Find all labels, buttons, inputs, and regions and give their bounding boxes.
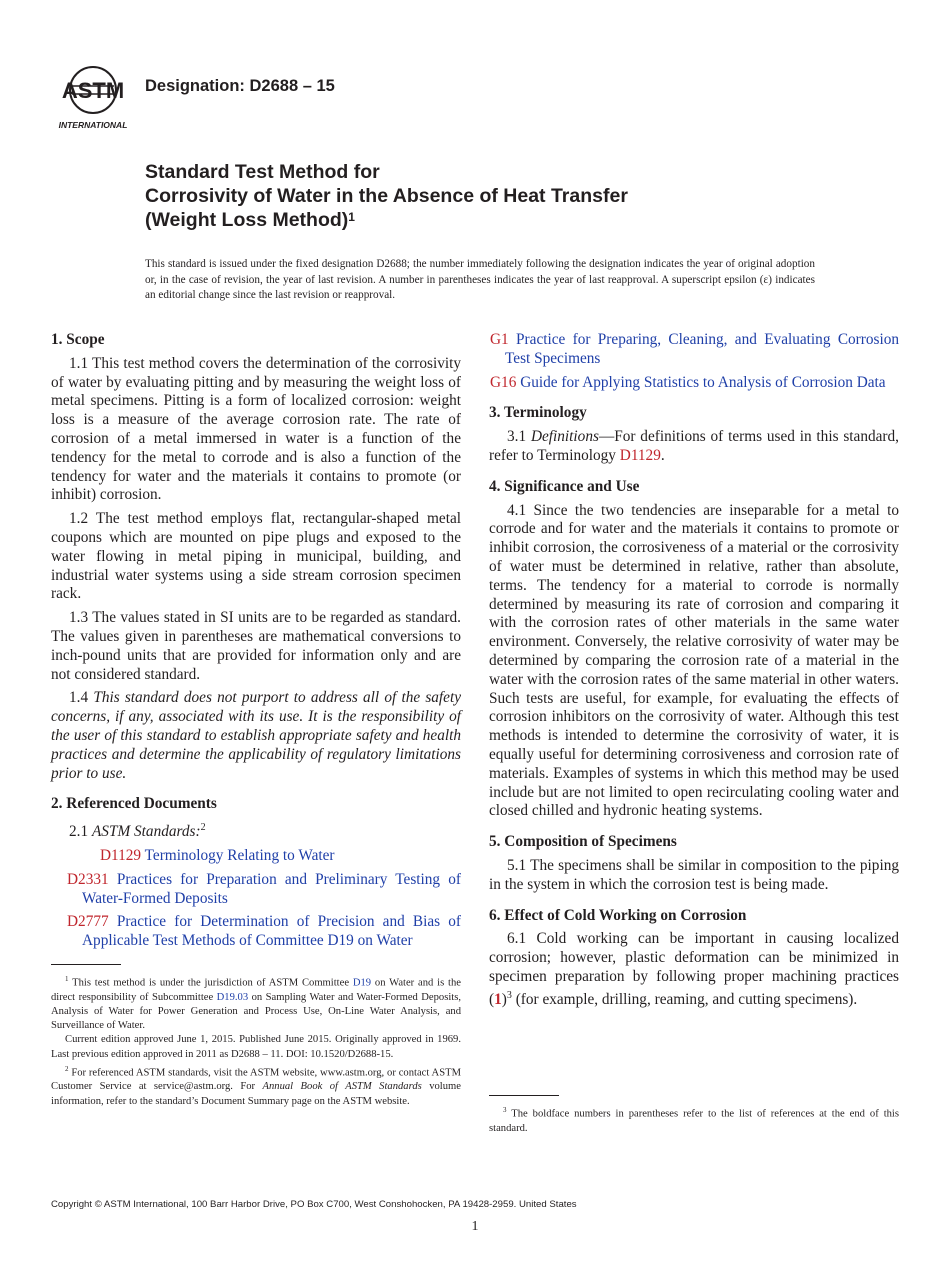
title-line-1: Standard Test Method for — [145, 161, 380, 183]
section-heading-cold-working: 6. Effect of Cold Working on Corrosion — [489, 906, 747, 924]
reference-link[interactable]: G1 Practice for Preparing, Cleaning, and Evaluating Corrosion Test Specimens — [490, 331, 900, 367]
footnote-2: $^2$ For referenced ASTM standards, visit the ASTM website, www.astm.org, or contact ASTM Customer Service at service@astm.org. For Annual Book of ASTM Standards volume information, refer to the standard’s Document Summary page on the ASTM website. — [51, 1064, 461, 1107]
paragraph-1-1: 1.1 This test method covers the determination of the corrosivity of water by evaluating pitting and by measuring the weight loss of metal specimens. Pitting is a form of localized corrosion: weight loss is a measure of the average corrosion rate. The rate of corrosion of a metal immersed in water is a function of the tendency for the metal to corrode and is also a function of the tendency for water and the materials it contains to promote (or inhibit) corrosion. — [51, 354, 461, 504]
section-heading-composition: 5. Composition of Specimens — [489, 833, 677, 851]
section-heading-significance: 4. Significance and Use — [489, 477, 640, 495]
astm-logo — [50, 62, 136, 132]
paragraph-1-4: 1.4 This standard does not purport to address all of the safety concerns, if any, associated with its use. It is the responsibility of the user of this standard to establish appropriate safety and health practices and determine the applicability of regulatory limitations prior to use. — [51, 689, 461, 782]
section-heading-scope: 1. Scope — [51, 331, 105, 348]
paragraph-5-1: 5.1 The specimens shall be similar in composition to the piping in the system in which the corrosion test is being made. — [489, 856, 899, 893]
copyright-notice: Copyright © ASTM International, 100 Barr Harbor Drive, PO Box C700, West Conshohocken, PA 19428-2959. United States — [51, 1199, 577, 1210]
document-title — [145, 160, 845, 232]
footnote-rule — [489, 1095, 559, 1096]
committee-link[interactable]: D19 — [352, 977, 372, 989]
reference-link[interactable]: G16 Guide for Applying Statistics to Analysis of Corrosion Data — [490, 373, 886, 391]
footnote-rule — [51, 964, 121, 965]
title-line-2: Corrosivity of Water in the Absence of Heat Transfer — [145, 185, 628, 207]
paragraph-1-3: 1.3 The values stated in SI units are to be regarded as standard. The values given in parentheses are mathematical conversions to inch-pound units that are provided for information only and are not considered standard. — [51, 609, 461, 683]
footnotes-left — [51, 972, 461, 1109]
svg-text:ASTM: ASTM — [61, 78, 125, 103]
footnote-3: $^3$ The boldface numbers in parentheses refer to the list of references at the end of this standard. — [489, 1106, 899, 1134]
title-footnote-marker: 1 — [348, 210, 355, 224]
reference-link[interactable]: D2777 Practice for Determination of Precision and Bias of Applicable Test Methods of Committee D19 on Water — [67, 913, 461, 950]
paragraph-2-1: 2.1 ASTM Standards:$^2$ — [69, 822, 206, 841]
paragraph-4-1: 4.1 Since the two tendencies are inseparable for a metal to corrode and for water and the materials it contains to promote or inhibit corrosion, the corrosiveness of a material or the corrosivity of water must be determined in relative, rather than absolute, terms. The tendency for a material to corrode is normally determined by measuring its rate of corrosion and comparing it with the corrosion rates of other materials in the same water environment. Conversely, the relative corrosivity of water may be determined by comparing the corrosion rate of a material in the water with the corrosion rates of the same material in other waters. Such tests are useful, for example, for evaluating the effects of corrosion inhibitors on the corrosivity of water. Although this test methods is intended to determine the corrosivity of water, it is equally useful for determining corrosiveness and corrosion rate of materials. Examples of systems in which this method may be used include but are not limited to open recirculating cooling water and closed chilled and hydronic heating systems. — [489, 501, 899, 820]
title-line-3: (Weight Loss Method)$^1$ — [145, 209, 355, 231]
footnote-1: $^1$ This test method is under the jurisdiction of ASTM Committee D19 on Water and is the direct responsibility of Subcommittee D19.03 on Sampling Water and Water-Formed Deposits, Analysis of Water for Power Generation and Process Use, On-Line Water Analysis, and Surveillance of Water. — [51, 975, 461, 1032]
paragraph-6-1: 6.1 Cold working can be important in causing localized corrosion; however, plastic deformation can be minimized in specimen preparation by following proper machining practices $(1)^3$ (for example, drilling, reaming, and cutting specimens). — [489, 930, 899, 1008]
reference-1-link[interactable]: 1 — [494, 990, 502, 1008]
reference-link[interactable]: D2331 Practices for Preparation and Preliminary Testing of Water-Formed Deposits — [67, 870, 461, 907]
section-heading-referenced: 2. Referenced Documents — [51, 795, 217, 813]
svg-text:INTERNATIONAL: INTERNATIONAL — [58, 120, 128, 130]
terminology-link[interactable]: D1129 — [619, 446, 661, 464]
footnotes-right — [489, 1103, 899, 1136]
reference-link[interactable]: D1129 Terminology Relating to Water — [100, 847, 335, 865]
page-number: 1 — [471, 1219, 479, 1234]
issuance-notice: This standard is issued under the fixed designation D2688; the number immediately following the designation indicates the year of original adoption or, in the case of revision, the year of last revision. A number in parentheses indicates the year of last reapproval. A superscript epsilon (ε) indicates an editorial change since the last revision or reapproval. — [145, 258, 815, 301]
paragraph-3-1: 3.1 Definitions—For definitions of terms used in this standard, refer to Terminology D1129. — [489, 428, 899, 464]
paragraph-1-2: 1.2 The test method employs flat, rectangular-shaped metal coupons which are mounted on pipe plugs and exposed to the water flowing in metal piping in municipal, building, and industrial water systems using a side stream corrosion specimen rack. — [51, 510, 461, 603]
subcommittee-link[interactable]: D19.03 — [216, 991, 249, 1003]
left-column — [51, 331, 461, 956]
section-heading-terminology: 3. Terminology — [489, 404, 587, 422]
footnote-1-edition: Current edition approved June 1, 2015. Published June 2015. Originally approved in 1969. Last previous edition approved in 2011 as D2688 – 11. DOI: 10.1520/D2688-15. — [51, 1034, 461, 1060]
right-column — [489, 331, 899, 1015]
designation: Designation: D2688 – 15 — [145, 77, 335, 95]
